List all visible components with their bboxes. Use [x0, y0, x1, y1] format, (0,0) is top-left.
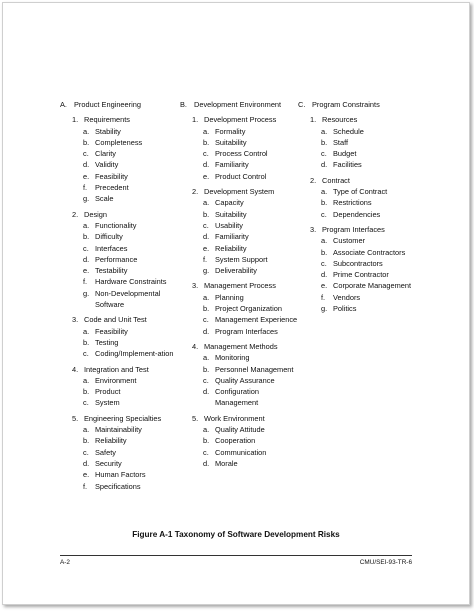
attribute-item: [180, 265, 298, 276]
attribute-item: [60, 386, 178, 397]
attribute-text: Environment: [95, 375, 137, 385]
attribute-marker: a.: [203, 198, 210, 208]
attribute-item: [298, 126, 414, 137]
element-marker: 2.: [310, 175, 317, 185]
element-title: Work Environment: [204, 413, 265, 423]
attribute-item: [180, 352, 298, 363]
attribute-text: Customer: [333, 236, 366, 246]
class-marker: B.: [180, 100, 187, 109]
attribute-marker: f.: [83, 277, 88, 287]
attribute-marker: c.: [83, 349, 89, 359]
attribute-item: [180, 254, 298, 265]
attribute-marker: c.: [321, 209, 327, 219]
attribute-text: Feasibility: [95, 171, 128, 181]
attribute-item: [180, 231, 298, 242]
page-number: A-2: [60, 559, 70, 566]
class-heading: [298, 99, 414, 110]
attribute-marker: f.: [83, 481, 88, 491]
figure-caption: Figure A-1 Taxonomy of Software Development Risks: [132, 530, 340, 539]
attribute-marker: b.: [83, 436, 90, 446]
attribute-text: Completeness: [95, 137, 143, 147]
attribute-marker: b.: [83, 337, 90, 347]
attribute-item: [60, 148, 178, 159]
attribute-item: [60, 276, 178, 287]
attribute-item: [180, 126, 298, 137]
attribute-marker: c.: [203, 149, 209, 159]
attribute-item: [60, 243, 178, 254]
element-title: Integration and Test: [84, 364, 149, 374]
attribute-item: [298, 258, 414, 269]
attribute-marker: e.: [203, 171, 210, 181]
attribute-text: Testability: [95, 266, 128, 276]
class-heading: [180, 99, 298, 110]
taxonomy-column: [180, 99, 298, 473]
attribute-item: [180, 137, 298, 148]
attribute-marker: a.: [321, 126, 328, 136]
attribute-text: Communication: [215, 447, 267, 457]
element-heading: [60, 209, 178, 220]
attribute-item: [60, 137, 178, 148]
attribute-marker: b.: [203, 304, 210, 314]
element-title: Program Interfaces: [322, 224, 385, 234]
attribute-item: [60, 182, 178, 193]
attribute-item: [60, 254, 178, 265]
attribute-item: [298, 235, 414, 246]
attribute-marker: a.: [203, 126, 210, 136]
attribute-marker: g.: [83, 194, 90, 204]
element-group: [298, 224, 414, 314]
element-group: [298, 175, 414, 220]
attribute-marker: b.: [203, 364, 210, 374]
attribute-item: [180, 435, 298, 446]
attribute-item: [60, 126, 178, 137]
attribute-marker: g.: [321, 304, 328, 314]
attribute-marker: e.: [83, 171, 90, 181]
attribute-marker: a.: [83, 220, 90, 230]
attribute-text: Interfaces: [95, 243, 128, 253]
element-marker: 2.: [72, 209, 79, 219]
element-heading: [60, 114, 178, 125]
attribute-text: Schedule: [333, 126, 364, 136]
attribute-item: [180, 243, 298, 254]
attribute-text: Coding/Implement-ation: [95, 349, 174, 359]
attribute-text: Performance: [95, 254, 138, 264]
attribute-item: [298, 269, 414, 280]
attribute-item: [60, 337, 178, 348]
attribute-text: Safety: [95, 447, 116, 457]
attribute-item: [180, 314, 298, 325]
attribute-item: [180, 220, 298, 231]
element-marker: 4.: [192, 341, 199, 351]
attribute-text: Vendors: [333, 292, 361, 302]
attribute-text: Difficulty: [95, 232, 123, 242]
attribute-marker: d.: [321, 160, 328, 170]
taxonomy-column: [60, 99, 178, 496]
attribute-item: [180, 209, 298, 220]
attribute-item: [60, 424, 178, 435]
attribute-text: Management Experience: [215, 315, 298, 325]
element-heading: [180, 341, 298, 352]
attribute-item: [60, 447, 178, 458]
attribute-text: Human Factors: [95, 470, 146, 480]
attribute-text: Security: [95, 458, 122, 468]
attribute-marker: a.: [83, 326, 90, 336]
element-marker: 3.: [310, 224, 317, 234]
attribute-marker: f.: [83, 183, 88, 193]
attribute-text: Scale: [95, 194, 114, 204]
attribute-text: Hardware Constraints: [95, 277, 167, 287]
element-title: Contract: [322, 175, 350, 185]
attribute-text: Type of Contract: [333, 187, 388, 197]
attribute-marker: b.: [83, 387, 90, 397]
element-group: [60, 413, 178, 492]
attribute-marker: b.: [203, 209, 210, 219]
attribute-marker: a.: [83, 425, 90, 435]
attribute-item: [180, 364, 298, 375]
attribute-item: [180, 171, 298, 182]
attribute-text: Subcontractors: [333, 258, 383, 268]
attribute-item: [298, 292, 414, 303]
attribute-text: Project Organization: [215, 304, 282, 314]
attribute-text: Familiarity: [215, 160, 249, 170]
attribute-marker: c.: [203, 220, 209, 230]
attribute-text: Reliability: [215, 243, 247, 253]
attribute-item: [298, 197, 414, 208]
attribute-text: Product Control: [215, 171, 267, 181]
element-marker: 3.: [72, 315, 79, 325]
element-title: Resources: [322, 115, 358, 125]
attribute-text: Prime Contractor: [333, 270, 389, 280]
attribute-item: [60, 469, 178, 480]
attribute-text: Monitoring: [215, 353, 250, 363]
attribute-text: Maintainability: [95, 425, 142, 435]
element-heading: [180, 186, 298, 197]
element-heading: [60, 364, 178, 375]
element-marker: 4.: [72, 364, 79, 374]
attribute-item: [298, 186, 414, 197]
attribute-text: Reliability: [95, 436, 127, 446]
attribute-item: [60, 220, 178, 231]
attribute-marker: b.: [203, 137, 210, 147]
element-title: Engineering Specialties: [84, 413, 162, 423]
element-title: Design: [84, 209, 108, 219]
attribute-text: Functionality: [95, 220, 137, 230]
attribute-marker: e.: [203, 243, 210, 253]
element-title: Development System: [204, 187, 275, 197]
attribute-item: [60, 159, 178, 170]
attribute-item: [60, 326, 178, 337]
class-heading: [60, 99, 178, 110]
element-marker: 3.: [192, 281, 199, 291]
element-marker: 1.: [72, 115, 79, 125]
attribute-marker: g.: [203, 266, 210, 276]
attribute-item: [180, 148, 298, 159]
attribute-text: Cooperation: [215, 436, 256, 446]
attribute-item: [60, 435, 178, 446]
attribute-item: [60, 231, 178, 242]
attribute-item: [180, 326, 298, 337]
class-title: Program Constraints: [312, 100, 380, 109]
attribute-marker: d.: [83, 458, 90, 468]
attribute-marker: f.: [321, 292, 326, 302]
attribute-item: [60, 375, 178, 386]
attribute-item: [298, 209, 414, 220]
attribute-marker: b.: [321, 247, 328, 257]
attribute-marker: d.: [203, 160, 210, 170]
element-group: [180, 114, 298, 182]
attribute-item: [298, 303, 414, 314]
attribute-marker: b.: [321, 198, 328, 208]
attribute-marker: c.: [83, 149, 89, 159]
attribute-text: Process Control: [215, 149, 268, 159]
attribute-item: [298, 137, 414, 148]
attribute-item: [298, 159, 414, 170]
element-group: [298, 114, 414, 170]
attribute-text: Usability: [215, 220, 243, 230]
element-title: Requirements: [84, 115, 131, 125]
attribute-marker: a.: [321, 187, 328, 197]
element-marker: 1.: [310, 115, 317, 125]
attribute-item: [60, 171, 178, 182]
attribute-item: [180, 375, 298, 386]
element-group: [60, 314, 178, 359]
attribute-text: Testing: [95, 337, 119, 347]
attribute-item: [180, 159, 298, 170]
attribute-item: [180, 447, 298, 458]
attribute-marker: c.: [83, 398, 89, 408]
attribute-marker: a.: [321, 236, 328, 246]
element-title: Code and Unit Test: [84, 315, 147, 325]
attribute-item: [298, 247, 414, 258]
attribute-marker: c.: [203, 447, 209, 457]
element-group: [180, 280, 298, 336]
attribute-marker: c.: [203, 315, 209, 325]
attribute-marker: a.: [203, 353, 210, 363]
attribute-item: [180, 292, 298, 303]
element-marker: 1.: [192, 115, 199, 125]
attribute-marker: a.: [203, 292, 210, 302]
attribute-marker: d.: [203, 387, 210, 397]
element-title: Management Methods: [204, 341, 278, 351]
attribute-marker: d.: [203, 326, 210, 336]
taxonomy-column: [298, 99, 414, 318]
attribute-text: Planning: [215, 292, 244, 302]
attribute-item: [298, 280, 414, 291]
attribute-text: Configuration Management: [215, 387, 259, 408]
report-id: CMU/SEI-93-TR-6: [359, 559, 412, 566]
attribute-text: Deliverability: [215, 266, 257, 276]
attribute-text: Non-Developmental Software: [95, 288, 161, 310]
element-heading: [180, 280, 298, 291]
attribute-item: [60, 458, 178, 469]
attribute-item: [60, 288, 178, 311]
attribute-marker: f.: [203, 254, 208, 264]
class-marker: C.: [298, 100, 306, 109]
element-group: [180, 341, 298, 409]
attribute-text: Personnel Management: [215, 364, 294, 374]
attribute-item: [180, 386, 298, 409]
class-marker: A.: [60, 100, 67, 109]
attribute-marker: d.: [203, 458, 210, 468]
attribute-marker: c.: [321, 149, 327, 159]
attribute-item: [180, 197, 298, 208]
attribute-marker: a.: [203, 425, 210, 435]
attribute-marker: c.: [203, 375, 209, 385]
attribute-text: Suitability: [215, 209, 247, 219]
attribute-text: Clarity: [95, 149, 116, 159]
attribute-marker: e.: [321, 281, 328, 291]
attribute-text: Dependencies: [333, 209, 381, 219]
attribute-text: Suitability: [215, 137, 247, 147]
attribute-marker: a.: [83, 126, 90, 136]
attribute-item: [180, 424, 298, 435]
attribute-marker: e.: [83, 470, 90, 480]
attribute-marker: b.: [83, 137, 90, 147]
attribute-text: Validity: [95, 160, 119, 170]
attribute-marker: d.: [203, 232, 210, 242]
attribute-item: [180, 458, 298, 469]
attribute-text: Facilities: [333, 160, 362, 170]
element-group: [180, 186, 298, 276]
attribute-marker: b.: [83, 232, 90, 242]
attribute-marker: e.: [83, 266, 90, 276]
element-group: [60, 209, 178, 311]
attribute-item: [60, 265, 178, 276]
attribute-text: Feasibility: [95, 326, 128, 336]
attribute-text: Politics: [333, 304, 357, 314]
class-title: Product Engineering: [74, 100, 141, 109]
attribute-marker: b.: [203, 436, 210, 446]
element-heading: [298, 175, 414, 186]
attribute-text: Stability: [95, 126, 121, 136]
attribute-text: Program Interfaces: [215, 326, 278, 336]
attribute-text: Capacity: [215, 198, 244, 208]
attribute-item: [60, 193, 178, 204]
attribute-text: Precedent: [95, 183, 129, 193]
attribute-text: System: [95, 398, 120, 408]
attribute-marker: c.: [83, 447, 89, 457]
element-group: [180, 413, 298, 469]
element-marker: 5.: [192, 413, 199, 423]
attribute-marker: c.: [321, 258, 327, 268]
attribute-text: Quality Assurance: [215, 375, 275, 385]
element-heading: [180, 413, 298, 424]
attribute-text: Familiarity: [215, 232, 249, 242]
attribute-marker: a.: [83, 375, 90, 385]
element-heading: [180, 114, 298, 125]
attribute-item: [180, 303, 298, 314]
element-title: Management Process: [204, 281, 276, 291]
attribute-item: [60, 397, 178, 408]
element-group: [60, 114, 178, 204]
attribute-text: Formality: [215, 126, 246, 136]
attribute-marker: c.: [83, 243, 89, 253]
attribute-text: Morale: [215, 458, 238, 468]
attribute-marker: d.: [83, 254, 90, 264]
element-heading: [60, 413, 178, 424]
attribute-item: [60, 348, 178, 359]
attribute-item: [298, 148, 414, 159]
attribute-text: Product: [95, 387, 121, 397]
attribute-text: Corporate Management: [333, 281, 412, 291]
element-marker: 2.: [192, 187, 199, 197]
footer-rule: [60, 555, 412, 556]
class-title: Development Environment: [194, 100, 282, 109]
element-heading: [298, 114, 414, 125]
attribute-item: [60, 481, 178, 492]
attribute-text: System Support: [215, 254, 268, 264]
attribute-marker: b.: [321, 137, 328, 147]
document-page: [2, 2, 470, 605]
attribute-text: Associate Contractors: [333, 247, 406, 257]
element-marker: 5.: [72, 413, 79, 423]
attribute-text: Budget: [333, 149, 357, 159]
attribute-text: Restrictions: [333, 198, 372, 208]
attribute-marker: d.: [83, 160, 90, 170]
element-heading: [298, 224, 414, 235]
attribute-text: Quality Attitude: [215, 425, 265, 435]
element-group: [60, 364, 178, 409]
attribute-marker: g.: [83, 288, 90, 298]
element-title: Development Process: [204, 115, 277, 125]
attribute-text: Specifications: [95, 481, 141, 491]
element-heading: [60, 314, 178, 325]
attribute-marker: d.: [321, 270, 328, 280]
attribute-text: Staff: [333, 137, 349, 147]
